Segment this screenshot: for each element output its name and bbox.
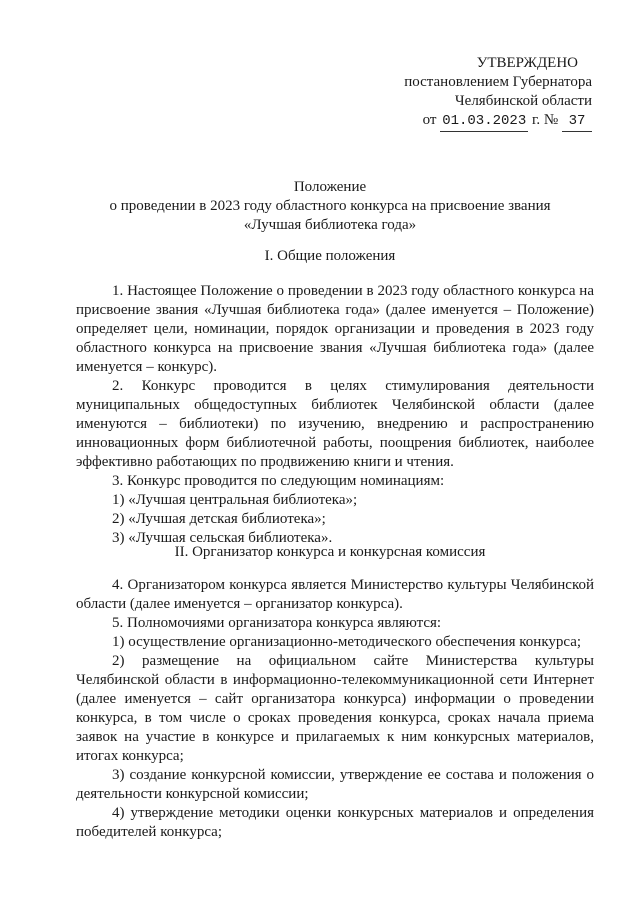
approval-date-line [332, 111, 592, 132]
approval-number-value: 37 [562, 112, 592, 132]
nomination-1: 1) «Лучшая центральная библиотека»; [112, 492, 358, 508]
power-2: 2) размещение на официальном сайте Министерства культуры Челябинской области в информационно-телекоммуникационной сети Интернет (далее именуется – сайт организатора конкурса) информации о проведении конкурса, в том числе о сроках проведения конкурса, сроках начала приема заявок на участие в конкурсе и прилагаемых к ним конкурсных материалов, итогах конкурса; [76, 653, 594, 764]
section-1-heading: I. Общие положения [264, 248, 396, 264]
power-4: 4) утверждение методики оценки конкурсных материалов и определения победителей конкурса; [76, 805, 594, 840]
paragraph-1: 1. Настоящее Положение о проведении в 2023 году областного конкурса на присвоение звания «Лучшая библиотека года» (далее именуется – Положение) определяет цели, номинации, порядок организации и проведения в 2023 году областного конкурса на присвоение звания «Лучшая библиотека года» (далее именуется – конкурс). [76, 283, 594, 375]
paragraph-3: 3. Конкурс проводится по следующим номинациям: [112, 473, 445, 489]
approval-line-2: Челябинской области [454, 93, 592, 109]
nomination-3: 3) «Лучшая сельская библиотека». [112, 530, 333, 546]
approval-stamp [332, 54, 592, 132]
section-2-body [76, 576, 594, 842]
approval-line-1: постановлением Губернатора [404, 74, 592, 90]
document-title: Положение [293, 179, 367, 195]
paragraph-5: 5. Полномочиями организатора конкурса являются: [112, 615, 442, 631]
nomination-2: 2) «Лучшая детская библиотека»; [112, 511, 326, 527]
document-subtitle-line-1: о проведении в 2023 году областного конкурса на присвоение звания [109, 198, 551, 214]
approval-title: УТВЕРЖДЕНО [476, 55, 578, 71]
power-1: 1) осуществление организационно-методического обеспечения конкурса; [112, 634, 582, 650]
paragraph-4: 4. Организатором конкурса является Министерство культуры Челябинской области (далее именуется – организатор конкурса). [76, 577, 594, 612]
approval-date-suffix: г. № [531, 112, 559, 128]
paragraph-2: 2. Конкурс проводится в целях стимулирования деятельности муниципальных общедоступных библиотек Челябинской области (далее именуются – библиотеки) по изучению, внедрению и распространению инновационных форм библиотечной работы, поощрения библиотек, наиболее эффективно работающих по продвижению книги и чтения. [76, 378, 594, 470]
section-1-body [76, 282, 594, 548]
document-subtitle-line-2: «Лучшая библиотека года» [243, 217, 417, 233]
approval-date-prefix: от [422, 112, 437, 128]
approval-date-value: 01.03.2023 [440, 112, 528, 132]
document-title-block [60, 178, 600, 235]
section-2-heading: II. Организатор конкурса и конкурсная комиссия [174, 544, 486, 560]
power-3: 3) создание конкурсной комиссии, утверждение ее состава и положения о деятельности конкурсной комиссии; [76, 767, 594, 802]
